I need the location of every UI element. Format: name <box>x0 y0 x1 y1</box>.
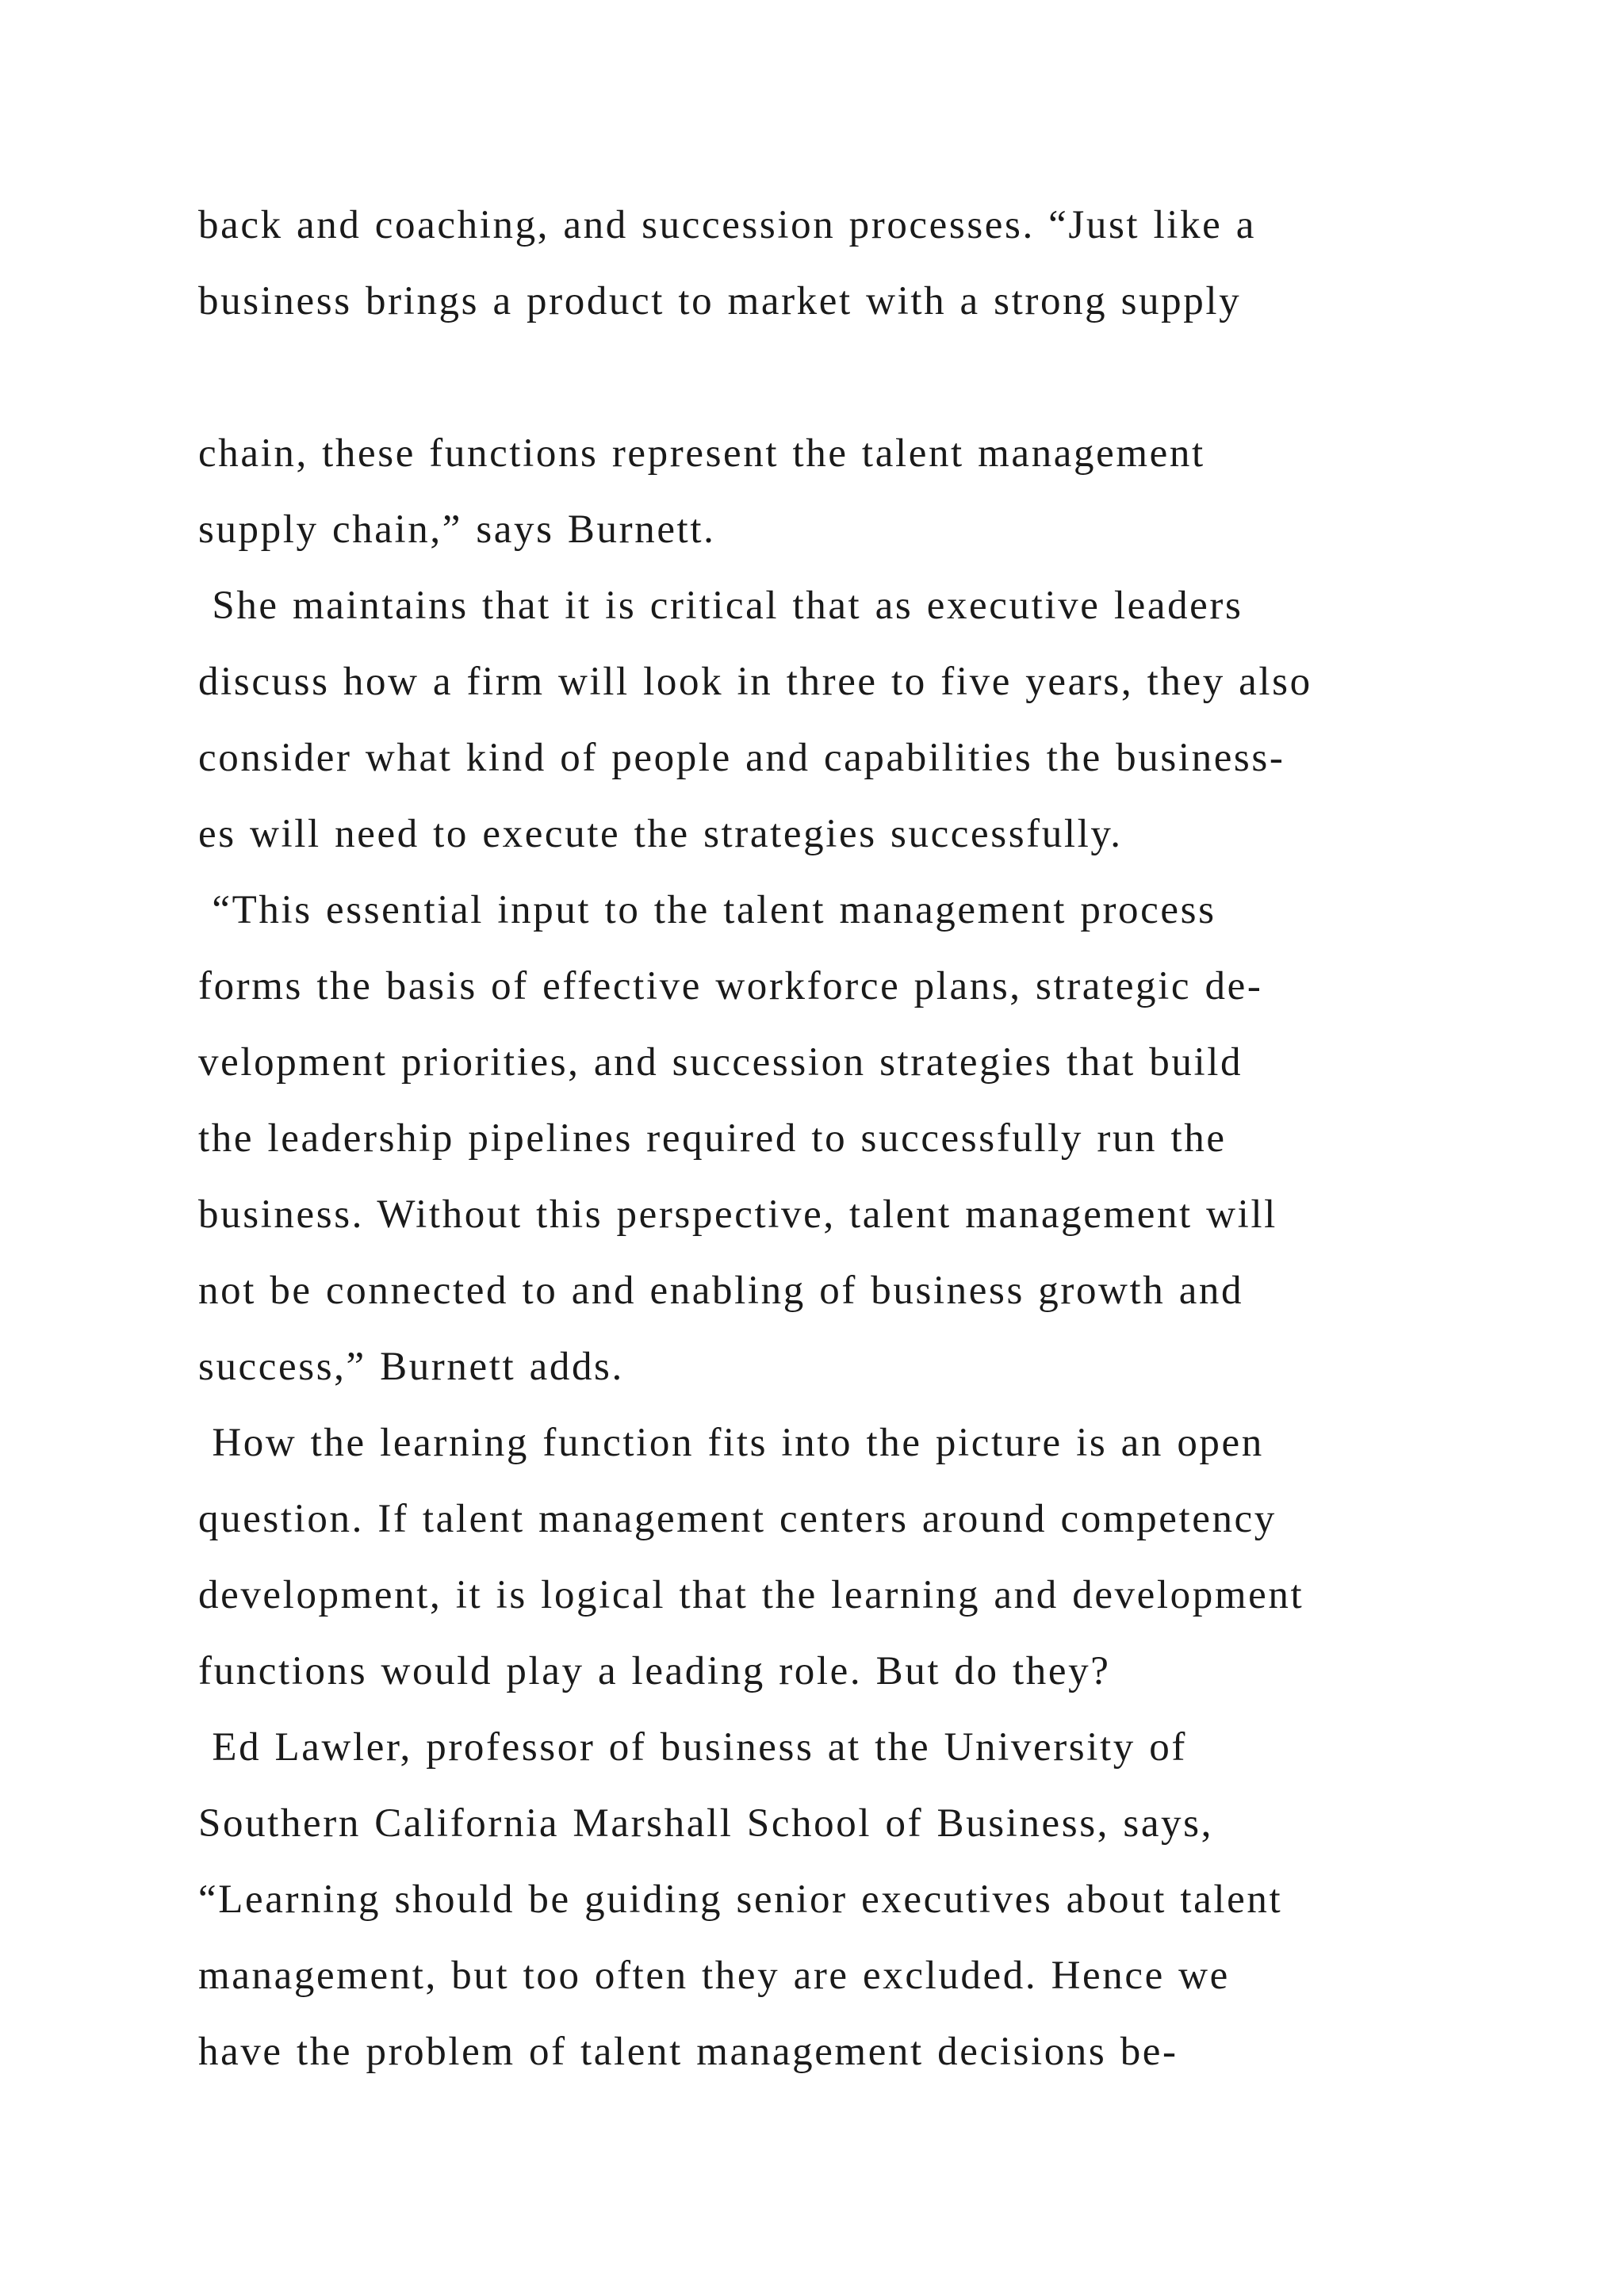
text-line: “This essential input to the talent management process <box>198 888 1216 932</box>
text-line: velopment priorities, and succession strategies that build <box>198 1040 1243 1085</box>
text-line: Southern California Marshall School of Business, says, <box>198 1801 1213 1846</box>
text-line: discuss how a firm will look in three to five years, they also <box>198 660 1312 704</box>
text-line: have the problem of talent management decisions be- <box>198 2030 1178 2074</box>
text-line: business. Without this perspective, talent management will <box>198 1192 1277 1237</box>
body-text <box>198 197 1483 2099</box>
text-line: Ed Lawler, professor of business at the University of <box>198 1725 1187 1770</box>
text-line: forms the basis of effective workforce plans, strategic de- <box>198 964 1263 1008</box>
text-line: How the learning function fits into the picture is an open <box>198 1421 1264 1465</box>
text-line: the leadership pipelines required to successfully run the <box>198 1116 1227 1161</box>
text-line: “Learning should be guiding senior executives about talent <box>198 1877 1283 1922</box>
text-line: She maintains that it is critical that as executive leaders <box>198 584 1243 628</box>
text-line: question. If talent management centers around competency <box>198 1497 1277 1541</box>
text-line: chain, these functions represent the talent management <box>198 431 1205 476</box>
text-line: back and coaching, and succession processes. “Just like a <box>198 203 1256 247</box>
text-line: supply chain,” says Burnett. <box>198 507 716 552</box>
text-line: functions would play a leading role. But do they? <box>198 1649 1111 1693</box>
text-line: success,” Burnett adds. <box>198 1345 624 1389</box>
text-line: es will need to execute the strategies successfully. <box>198 812 1123 856</box>
text-line: development, it is logical that the learning and development <box>198 1573 1304 1617</box>
text-line: business brings a product to market with a strong supply <box>198 279 1242 323</box>
text-line: management, but too often they are excluded. Hence we <box>198 1954 1230 1998</box>
text-line: consider what kind of people and capabilities the business- <box>198 736 1285 780</box>
text-line: not be connected to and enabling of business growth and <box>198 1269 1244 1313</box>
blank-line <box>198 349 1483 425</box>
